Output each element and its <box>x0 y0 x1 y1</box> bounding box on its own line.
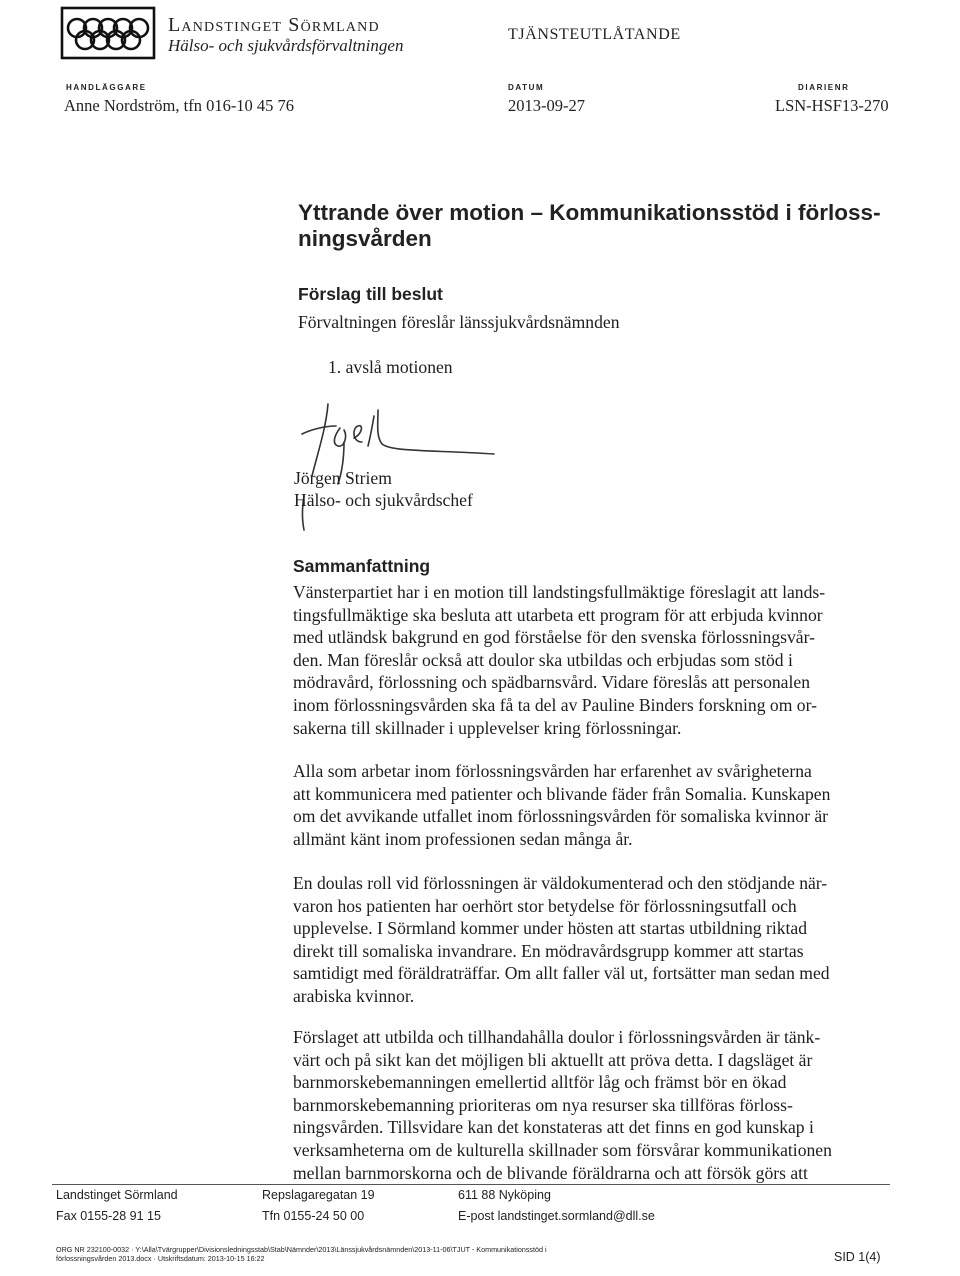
footer-address: Repslagaregatan 19 <box>262 1188 375 1202</box>
summary-heading: Sammanfattning <box>293 556 431 576</box>
summary-paragraph <box>293 872 893 1008</box>
text-line: mödravård, förlossning och spädbarnsvård. Vidare föreslås att personalen <box>293 672 810 693</box>
footer-phone: Tfn 0155-24 50 00 <box>262 1209 365 1223</box>
signatory-name: Jörgen Striem <box>294 468 392 488</box>
reference-line: förlossningsvården 2013.docx · Utskriftsdatum: 2013-10-15 16:22 <box>56 1254 265 1263</box>
reference-line: ORG NR 232100-0032 · Y:\Alla\Tvärgrupper\Divisionsledningsstab\Stab\Nämnder\2013\Länssjukvårdsnämnden\2013-11-06\TJUT - Kommunikationsstöd i <box>56 1245 547 1254</box>
datum-label: DATUM <box>508 83 545 92</box>
footer-email: E-post landstinget.sormland@dll.se <box>458 1209 655 1223</box>
text-line: barnmorskebemanningen emellertid alltför låg och främst bör en ökad <box>293 1072 787 1093</box>
footer-reference <box>56 1245 796 1263</box>
summary-paragraph <box>293 760 893 850</box>
document-type: TJÄNSTEUTLÅTANDE <box>508 26 681 43</box>
footer-fax: Fax 0155-28 91 15 <box>56 1209 161 1223</box>
text-line: barnmorskebemanning prioriteras om nya resurser ska tillföras förloss- <box>293 1094 793 1115</box>
text-line: verksamheterna om de kulturella skillnader som försvårar kommunikationen <box>293 1139 832 1160</box>
text-line: sakerna till skillnader i upplevelser kring förlossningar. <box>293 717 682 738</box>
footer-divider <box>52 1184 890 1185</box>
proposal-intro: Förvaltningen föreslår länssjukvårdsnämnden <box>298 312 620 332</box>
text-line: inom förlossningsvården ska få ta del av Pauline Binders forskning om or- <box>293 694 817 715</box>
text-line: om det avvikande utfallet inom förlossningsvården för somaliska kvinnor är <box>293 806 829 827</box>
footer-org: Landstinget Sörmland <box>56 1188 178 1202</box>
text-line: Vänsterpartiet har i en motion till landstingsfullmäktige föreslagit att lands- <box>293 582 826 602</box>
handlaggare-label: HANDLÄGGARE <box>66 83 147 92</box>
text-line: värt och på sikt kan det möjligen bli aktuellt att pröva detta. I dagsläget är <box>293 1049 813 1070</box>
text-line: Förslaget att utbilda och tillhandahålla doulor i förlossningsvården är tänk- <box>293 1027 821 1047</box>
landstinget-logo <box>60 6 156 60</box>
text-line: ningsvården. Tillsvidare kan det konstateras att det finns en god kunskap i <box>293 1117 814 1138</box>
text-line: Alla som arbetar inom förlossningsvården har erfarenhet av svårigheterna <box>293 761 812 781</box>
handwritten-signature <box>282 398 512 534</box>
org-department: Hälso- och sjukvårdsförvaltningen <box>168 36 404 55</box>
text-line: En doulas roll vid förlossningen är väldokumenterad och den stödjande när- <box>293 873 828 893</box>
text-line: allmänt känt inom professionen sedan många år. <box>293 828 633 849</box>
summary-paragraph <box>293 581 893 739</box>
text-line: varon hos patienten har oerhört stor betydelse för förlossningsutfall och <box>293 895 797 916</box>
text-line: upplevelse. I Sörmland kommer under hösten att startas utbildning riktad <box>293 918 808 939</box>
handlaggare-value: Anne Nordström, tfn 016-10 45 76 <box>64 96 295 115</box>
text-line: tingsfullmäktige ska besluta att utarbeta ett program för att erbjuda kvinnor <box>293 604 823 625</box>
proposal-item: 1. avslå motionen <box>328 357 453 377</box>
footer-postal: 611 88 Nyköping <box>458 1188 551 1202</box>
diarienr-label: DIARIENR <box>798 83 850 92</box>
text-line: med utländsk bakgrund en god förståelse för den svenska förlossningsvår- <box>293 627 815 648</box>
summary-paragraph <box>293 1026 893 1184</box>
text-line: direkt till somaliska invandrare. En mödravårdsgrupp kommer att startas <box>293 940 804 961</box>
signatory-role: Hälso- och sjukvårdschef <box>294 490 473 510</box>
page-number: SID 1(4) <box>834 1250 881 1264</box>
diarienr-value: LSN-HSF13-270 <box>775 96 889 115</box>
org-name: Landstinget Sörmland <box>168 14 380 36</box>
document-title <box>298 200 918 252</box>
text-line: att kommunicera med patienter och blivande fäder från Somalia. Kunskapen <box>293 783 831 804</box>
text-line: mellan barnmorskorna och de blivande föräldrarna och att försök görs att <box>293 1162 808 1183</box>
text-line: samtidigt med föräldraträffar. Om allt faller väl ut, fortsätter man sedan med <box>293 963 830 984</box>
title-line: ningsvården <box>298 226 432 251</box>
proposal-heading: Förslag till beslut <box>298 284 443 304</box>
datum-value: 2013-09-27 <box>508 96 585 115</box>
text-line: den. Man föreslår också att doulor ska utbildas och erbjudas som stöd i <box>293 649 793 670</box>
title-line: Yttrande över motion – Kommunikationsstöd i förloss- <box>298 200 881 225</box>
text-line: arabiska kvinnor. <box>293 985 415 1006</box>
